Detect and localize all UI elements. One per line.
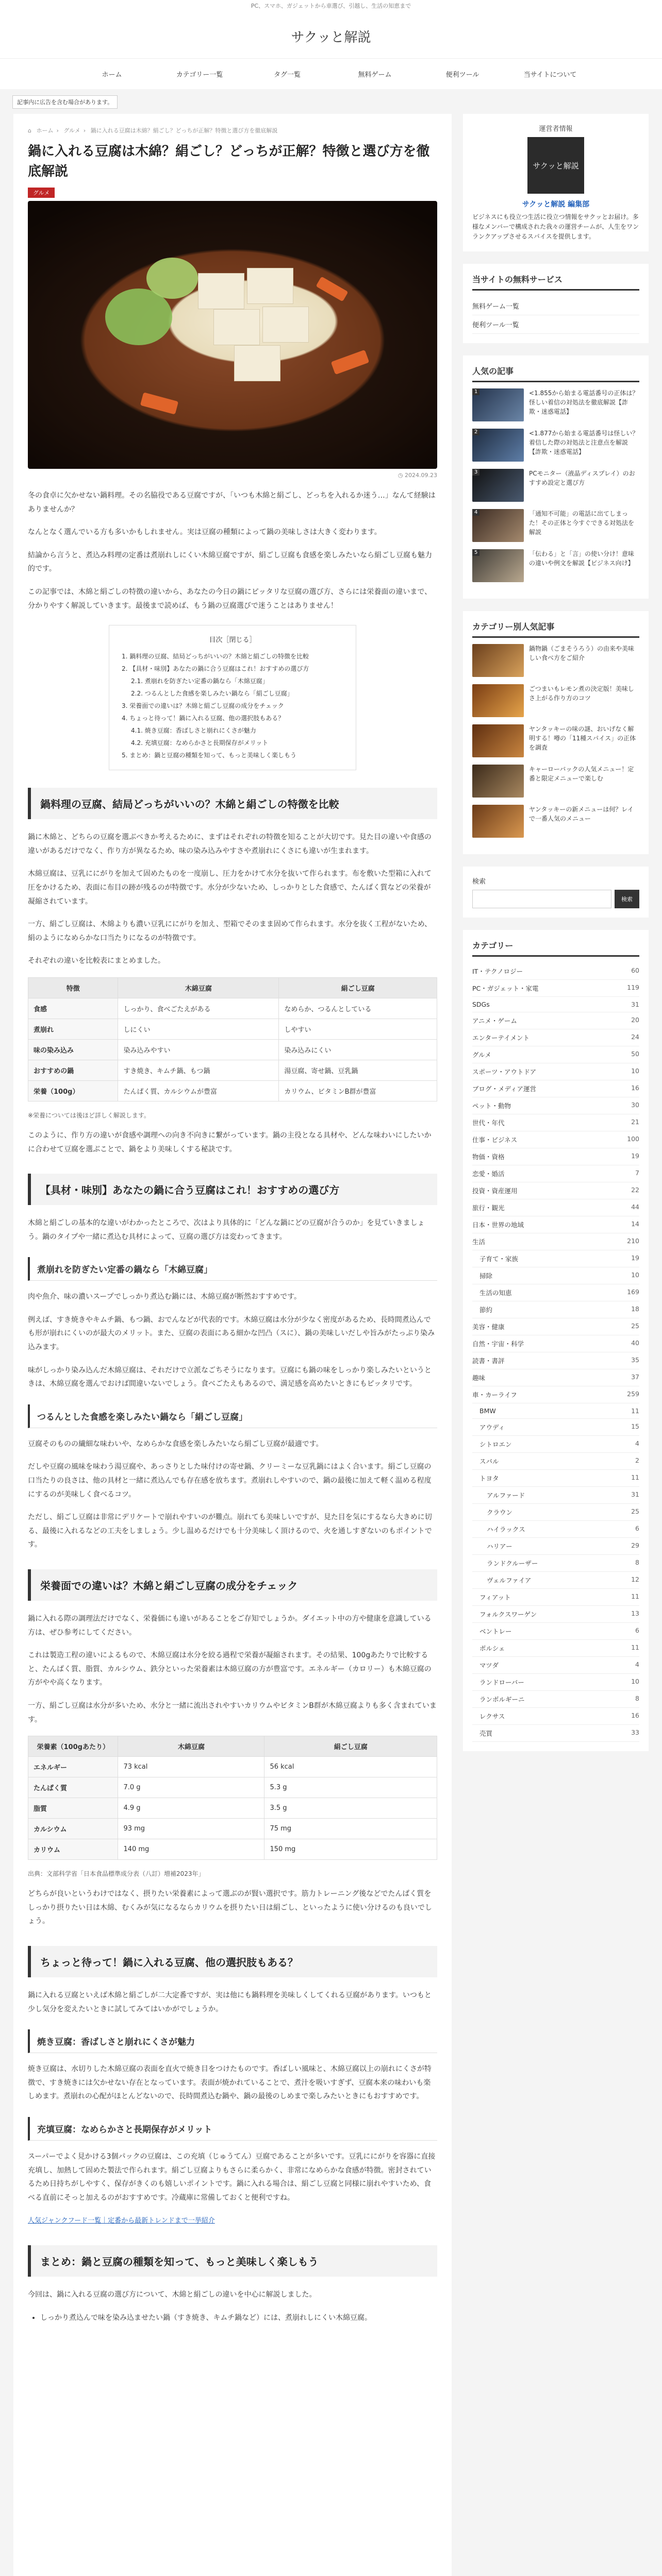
paragraph: だしや豆腐の風味を味わう湯豆腐や、あっさりとした味付けの寄せ鍋、クリーミーな豆乳鍋にはよく合います。絹ごし豆腐の口当たりの良さは、他の具材と一緒に煮込んでも存在感を放ちます。煮崩れしやすいので、鍋の最後に加えて軽く温める程度にするのが美味しく食べるコツ。	[28, 1463, 432, 1499]
article-thumbnail	[472, 805, 524, 838]
popular-article[interactable]	[472, 549, 639, 582]
category-name: 自然・宇宙・科学	[472, 1340, 524, 1348]
nav-about[interactable]: 当サイトについて	[523, 71, 577, 79]
category-name: 物価・資格	[472, 1153, 505, 1161]
nav-categories[interactable]: カテゴリー一覧	[176, 71, 223, 79]
category-item[interactable]	[472, 1470, 639, 1487]
category-item[interactable]	[472, 997, 639, 1012]
intro-paragraph: なんとなく選んでいる方も多いかもしれません。実は豆腐の種類によって鍋の美味しさは大きく変わります。	[28, 528, 382, 537]
paragraph: 味がしっかり染み込んだ木綿豆腐は、それだけで立派なごちそうになります。豆腐にも鍋の味をしっかり楽しみたいというときは、木綿豆腐を選んでおけば間違いないでしょう。食べごたえもあるので、満足感を高めたいときにもピッタリです。	[28, 1366, 432, 1388]
toc-item[interactable]: 4.1. 焼き豆腐：香ばしさと崩れにくさが魅力	[131, 727, 256, 735]
category-item[interactable]	[472, 1691, 639, 1708]
category-count: 22	[631, 1185, 639, 1194]
category-item[interactable]	[472, 1182, 639, 1199]
category-item[interactable]	[472, 1063, 639, 1080]
nav-tags[interactable]: タグ一覧	[273, 71, 301, 79]
paragraph: スーパーでよく見かける3個パックの豆腐は、この充填（じゅうてん）豆腐であることが多いです。豆乳ににがりを容器に直接充填し、加熱して固めた製法で作られます。絹ごし豆腐よりもさらに柔らかく、非常になめらかな食感が特徴。密封されているため日持ちがしやすく、保存がきくのも嬉しいポイントです。鍋に入れる場合は、絹ごし豆腐と同様に崩れやすいため、食べる直前にそっと加えるのがおすすめです。冷蔵庫に常備しておくと便利ですね。	[28, 2152, 436, 2202]
toc-title[interactable]: 目次［閉じる］	[209, 636, 256, 645]
toc-item[interactable]: 2.2. つるんとした食感を楽しみたい鍋なら「絹ごし豆腐」	[131, 690, 293, 698]
category-name: 趣味	[472, 1374, 486, 1382]
category-name: 節約	[479, 1306, 493, 1314]
category-name: SDGs	[472, 1000, 490, 1008]
toc-item[interactable]: 1. 鍋料理の豆腐、結局どっちがいいの？木綿と絹ごしの特徴を比較	[122, 653, 309, 660]
paragraph: 一方、絹ごし豆腐は、木綿よりも濃い豆乳ににがりを加え、型箱でそのまま固めて作られます。水分を抜く工程がないため、絹のようになめらかな口当たりになるのが特徴です。	[28, 920, 432, 942]
category-name: フィアット	[479, 1593, 511, 1601]
section-heading: まとめ：鍋と豆腐の種類を知って、もっと美味しく楽しもう	[28, 2245, 437, 2277]
widget-title: 当サイトの無料サービス	[472, 273, 639, 291]
subsection-heading: つるんとした食感を楽しみたい鍋なら「絹ごし豆腐」	[28, 1404, 437, 1428]
profile-name[interactable]: サクッと解説 編集部	[522, 200, 590, 209]
toc-item[interactable]: 2. 【具材・味別】あなたの鍋に合う豆腐はこれ！おすすめの選び方	[122, 665, 309, 673]
search-label: 検索	[472, 877, 486, 886]
category-count: 11	[631, 1643, 639, 1651]
category-count: 11	[631, 1406, 639, 1415]
avatar	[527, 137, 584, 194]
category-count: 119	[627, 983, 639, 991]
category-name: マツダ	[479, 1661, 499, 1669]
category-item[interactable]	[472, 1352, 639, 1369]
category-name: シトロエン	[479, 1440, 512, 1448]
category-count: 16	[631, 1711, 639, 1719]
widget-title: 人気の記事	[472, 365, 639, 382]
category-item[interactable]	[472, 1623, 639, 1640]
article-title: 鍋物鍋（ごまそうろう）の由来や美味しい食べ方をご紹介	[529, 645, 635, 662]
table-header: 特徴	[28, 977, 118, 998]
article-thumbnail: 3	[472, 469, 524, 502]
related-article-link[interactable]: 人気ジャンクフード一覧｜定番から最新トレンドまで一挙紹介	[28, 2217, 215, 2225]
category-name: ランドクルーザー	[487, 1559, 538, 1567]
category-count: 210	[627, 1236, 639, 1245]
table-note: ※栄養については後ほど詳しく解説します。	[28, 1111, 150, 1119]
category-name: 世代・年代	[472, 1118, 505, 1127]
category-count: 11	[631, 1473, 639, 1481]
category-name: エンターテイメント	[472, 1033, 530, 1042]
category-name: 売買	[479, 1729, 493, 1737]
nutrition-table	[28, 1736, 437, 1860]
profile-title: 運営者情報	[539, 125, 573, 133]
section-heading: 鍋料理の豆腐、結局どっちがいいの？木綿と絹ごしの特徴を比較	[28, 788, 437, 819]
breadcrumb-category[interactable]: グルメ	[63, 127, 80, 134]
category-item[interactable]	[472, 1640, 639, 1657]
paragraph: 木綿と絹ごしの基本的な違いがわかったところで、次はより具体的に「どんな鍋にどの豆腐が合うのか」を見ていきましょう。鍋のタイプや一緒に煮込む具材によって、豆腐の選び方は変わってきます。	[28, 1219, 425, 1241]
category-popular-widget	[463, 611, 649, 854]
category-count: 19	[631, 1151, 639, 1160]
article-title: ごつまいもレモン煮の決定版！美味しさ上がる作り方のコツ	[529, 685, 634, 702]
toc-item[interactable]: 5. まとめ：鍋と豆腐の種類を知って、もっと美味しく楽しもう	[122, 752, 297, 759]
global-nav	[0, 58, 662, 89]
category-count: 25	[631, 1507, 639, 1515]
category-item[interactable]	[472, 1538, 639, 1555]
category-item[interactable]	[472, 1233, 639, 1250]
category-name: BMW	[479, 1406, 496, 1415]
category-count: 37	[631, 1372, 639, 1381]
toc-item[interactable]: 3. 栄養面での違いは？木綿と絹ごし豆腐の成分をチェック	[122, 702, 284, 710]
category-name: PC・ガジェット・家電	[472, 984, 539, 992]
category-name: 日本・世界の地域	[472, 1221, 524, 1229]
list-item: • しっかり煮込んで味を染み込ませたい鍋（すき焼き、キムチ鍋など）には、煮崩れしにくい木綿豆腐。	[40, 2311, 437, 2325]
category-count: 2	[635, 1456, 639, 1464]
category-badge[interactable]: グルメ	[28, 188, 55, 198]
category-name: アニメ・ゲーム	[472, 1016, 517, 1025]
category-item[interactable]	[472, 1301, 639, 1318]
table-of-contents	[109, 625, 356, 770]
category-item[interactable]	[472, 1318, 639, 1335]
category-name: 生活	[472, 1238, 486, 1246]
categories-widget	[463, 930, 649, 1751]
category-count: 6	[635, 1524, 639, 1532]
top-tagline-bar	[0, 0, 662, 12]
table-source: 出典：文部科学省「日本食品標準成分表（八訂）増補2023年」	[28, 1870, 205, 1878]
category-item[interactable]	[472, 1114, 639, 1131]
category-article[interactable]	[472, 724, 639, 757]
category-item[interactable]	[472, 1572, 639, 1589]
category-count: 8	[635, 1558, 639, 1566]
category-item[interactable]	[472, 963, 639, 980]
article-title: <1.855から始まる電話番号の正体は？怪しい着信の対処法を徹底解説【詐欺・迷惑電話】	[529, 389, 639, 415]
category-name: 恋愛・婚活	[472, 1170, 505, 1178]
category-count: 31	[631, 1000, 639, 1008]
article-main	[13, 114, 452, 2576]
table-row: たんぱく質 7.0 g 5.3 g	[28, 1777, 437, 1798]
article-thumbnail	[472, 684, 524, 717]
category-name: フォルクスワーゲン	[479, 1610, 537, 1618]
table-header: 木綿豆腐	[118, 977, 279, 998]
category-item[interactable]	[472, 1419, 639, 1436]
widget-title: カテゴリー別人気記事	[472, 620, 639, 638]
category-name: 投資・資産運用	[472, 1187, 518, 1195]
section-heading: ちょっと待って！鍋に入れる豆腐、他の選択肢もある？	[28, 1946, 437, 1977]
category-count: 44	[631, 1202, 639, 1211]
article-title: ヤンタッキーの味の謎、おいげなく解明する！噂の「11種スパイス」の正体を調査	[529, 725, 636, 751]
category-count: 10	[631, 1677, 639, 1685]
category-item[interactable]	[472, 1046, 639, 1063]
ad-notice	[12, 95, 650, 109]
category-name: スバル	[479, 1457, 499, 1465]
publish-date	[28, 472, 437, 479]
paragraph: 肉や魚介、味の濃いスープでしっかり煮込む鍋には、木綿豆腐が断然おすすめです。	[28, 1293, 302, 1301]
widget-title: カテゴリー	[472, 939, 639, 957]
service-link-tools[interactable]: 便利ツール一覧	[472, 315, 639, 334]
category-count: 169	[627, 1287, 639, 1296]
nav-free-games[interactable]: 無料ゲーム	[358, 71, 392, 79]
category-name: ランボルギーニ	[479, 1695, 525, 1703]
category-count: 29	[631, 1541, 639, 1549]
comparison-table	[28, 977, 437, 1101]
table-row: 食感 しっかり、食べごたえがある なめらか、つるんとしている	[28, 998, 437, 1019]
category-count: 11	[631, 1592, 639, 1600]
search-widget	[463, 867, 649, 918]
toc-item[interactable]: 2.1. 煮崩れを防ぎたい定番の鍋なら「木綿豆腐」	[131, 677, 269, 685]
profile-desc: ビジネスにも役立つ生活に役立つ情報をサクッとお届け。多様なメンバーで構成された我々の運営チームが、人生をワンランクアップさせるスパイスを提供します。	[472, 213, 639, 241]
summary-list	[28, 2311, 437, 2325]
category-count: 16	[631, 1083, 639, 1092]
category-name: スポーツ・アウトドア	[472, 1067, 537, 1076]
table-row: エネルギー 73 kcal 56 kcal	[28, 1757, 437, 1777]
paragraph: 木綿豆腐は、豆乳ににがりを加えて固めたものを一度崩し、圧力をかけて水分を抜いて作られます。布を敷いた型箱に入れて圧をかけるため、表面に布目の跡が残るのが特徴です。水分が少ないため、しっかりとした食感で、たんぱく質などの栄養が凝縮されています。	[28, 870, 432, 906]
category-item[interactable]	[472, 1012, 639, 1029]
category-item[interactable]	[472, 1555, 639, 1572]
category-name: ペット・動物	[472, 1101, 511, 1110]
article-thumbnail	[472, 644, 524, 677]
category-name: アウディ	[479, 1423, 505, 1431]
category-count: 35	[631, 1355, 639, 1364]
category-item[interactable]	[472, 1284, 639, 1301]
category-item[interactable]	[472, 1589, 639, 1606]
table-row: カリウム 140 mg 150 mg	[28, 1839, 437, 1860]
category-count: 8	[635, 1694, 639, 1702]
category-count: 24	[631, 1032, 639, 1041]
section-heading: 栄養面での違いは？木綿と絹ごし豆腐の成分をチェック	[28, 1569, 437, 1601]
category-name: ヴェルファイア	[487, 1576, 532, 1584]
article-thumbnail: 4	[472, 509, 524, 542]
intro-paragraph: 冬の食卓に欠かせない鍋料理。その名脇役である豆腐ですが、「いつも木綿と絹ごし、どっちを入れるか迷う…」なんて経験はありませんか？	[28, 492, 436, 514]
article-thumbnail: 5	[472, 549, 524, 582]
popular-article[interactable]	[472, 388, 639, 421]
nav-tools[interactable]: 便利ツール	[445, 71, 479, 79]
category-article[interactable]	[472, 684, 639, 717]
category-article[interactable]	[472, 805, 639, 838]
category-name: グルメ	[472, 1050, 491, 1059]
category-name: トヨタ	[479, 1474, 499, 1482]
paragraph: それぞれの違いを比較表にまとめました。	[28, 957, 165, 965]
category-name: 仕事・ビジネス	[472, 1136, 518, 1144]
table-row: 味の染み込み 染み込みやすい 染み込みにくい	[28, 1039, 437, 1060]
category-count: 12	[631, 1575, 639, 1583]
popular-article[interactable]	[472, 509, 639, 542]
category-count: 4	[635, 1660, 639, 1668]
breadcrumb: ⌂ ホーム › グルメ › 鍋に入れる豆腐は木綿？絹ごし？どっちが正解？特徴と選び方を徹底解説	[28, 127, 278, 134]
profile-widget	[463, 114, 649, 251]
table-header: 絹ごし豆腐	[279, 977, 437, 998]
category-count: 10	[631, 1270, 639, 1279]
intro-paragraph: この記事では、木綿と絹ごしの特徴の違いから、あなたの今日の鍋にピッタリな豆腐の選び方、さらには栄養面の違いまで、分かりやすく解説していきます。最後まで読めば、もう鍋の豆腐選びで迷うことはありません！	[28, 587, 432, 610]
category-name: ハイラックス	[487, 1525, 525, 1533]
category-count: 6	[635, 1626, 639, 1634]
paragraph: 一方、絹ごし豆腐は水分が多いため、水分と一緒に流出されやすいカリウムやビタミンB群が木綿豆腐よりも多く含まれています。	[28, 1701, 437, 1724]
table-row: 脂質 4.9 g 3.5 g	[28, 1798, 437, 1819]
table-header: 栄養素（100gあたり）	[28, 1736, 118, 1757]
paragraph: これは製造工程の違いによるもので、木綿豆腐は水分を絞る過程で栄養が凝縮されます。その結果、100gあたりで比較すると、たんぱく質、脂質、カルシウム、鉄分といった栄養素は木綿豆腐の方が豊富です。エネルギー（カロリー）も木綿豆腐の方がやや高くなります。	[28, 1651, 432, 1687]
category-count: 4	[635, 1439, 639, 1447]
category-count: 7	[635, 1168, 639, 1177]
search-input[interactable]	[472, 890, 611, 908]
article-title: 「伝わる」と「言」の使い分け！意味の違いや例文を解説【ビジネス向け】	[529, 550, 635, 567]
category-article[interactable]	[472, 765, 639, 798]
ad-notice-text: 記事内に広告を含む場合があります。	[12, 95, 118, 109]
article-thumbnail	[472, 724, 524, 757]
table-row: おすすめの鍋 すき焼き、キムチ鍋、もつ鍋 湯豆腐、寄せ鍋、豆乳鍋	[28, 1060, 437, 1080]
category-name: 掃除	[479, 1272, 493, 1280]
category-item[interactable]	[472, 1487, 639, 1504]
site-header	[0, 12, 662, 58]
table-row: 煮崩れ しにくい しやすい	[28, 1019, 437, 1039]
category-item[interactable]	[472, 1216, 639, 1233]
category-item[interactable]	[472, 1080, 639, 1097]
category-item[interactable]	[472, 1165, 639, 1182]
category-count: 13	[631, 1609, 639, 1617]
hero-image-hotpot	[28, 201, 437, 469]
page-title: 鍋に入れる豆腐は木綿？絹ごし？どっちが正解？特徴と選び方を徹底解説	[28, 144, 430, 179]
category-item[interactable]	[472, 1335, 639, 1352]
category-item[interactable]	[472, 1148, 639, 1165]
category-name: IT・テクノロジー	[472, 967, 523, 975]
category-name: ハリアー	[487, 1542, 512, 1550]
category-name: 車・カーライフ	[472, 1391, 517, 1399]
category-item[interactable]	[472, 1708, 639, 1725]
category-item[interactable]	[472, 1386, 639, 1403]
category-item[interactable]	[472, 1250, 639, 1267]
subsection-heading: 焼き豆腐：香ばしさと崩れにくさが魅力	[28, 2029, 437, 2053]
table-row: 栄養（100g） たんぱく質、カルシウムが豊富 カリウム、ビタミンB群が豊富	[28, 1080, 437, 1101]
paragraph: ただし、絹ごし豆腐は非常にデリケートで崩れやすいのが難点。崩れても美味しいですが、見た目を気にするなら大きめに切る、最後に入れるなどの工夫をしましょう。少し温めるだけでも十分美味しく頂けるので、火を通しすぎないのもポイントです。	[28, 1513, 432, 1549]
category-name: 旅行・観光	[472, 1204, 505, 1212]
tagline: PC、スマホ、ガジェットから車選び、引越し、生活の知恵まで	[251, 3, 411, 9]
article-thumbnail	[472, 765, 524, 798]
site-title[interactable]: サクッと解説	[291, 30, 371, 45]
clock-icon: ◷	[398, 472, 405, 479]
category-count: 25	[631, 1321, 639, 1330]
category-count: 21	[631, 1117, 639, 1126]
category-name: ベントレー	[479, 1627, 512, 1635]
paragraph: 鍋に入れる際の調理法だけでなく、栄養価にも違いがあることをご存知でしょうか。ダイエット中の方や健康を意識している方は、ぜひ参考にしてください。	[28, 1615, 432, 1637]
category-item[interactable]	[472, 1267, 639, 1284]
breadcrumb-current: 鍋に入れる豆腐は木綿？絹ごし？どっちが正解？特徴と選び方を徹底解説	[90, 127, 278, 134]
avatar-text: サクッと解説	[533, 161, 579, 171]
category-item[interactable]	[472, 1504, 639, 1521]
category-name: 読書・書評	[472, 1357, 505, 1365]
category-item[interactable]	[472, 1199, 639, 1216]
category-count: 100	[627, 1134, 639, 1143]
search-button[interactable]: 検索	[615, 890, 639, 908]
category-count: 50	[631, 1049, 639, 1058]
category-item[interactable]	[472, 1606, 639, 1623]
paragraph: どちらが良いというわけではなく、摂りたい栄養素によって選ぶのが賢い選択です。筋力トレーニング後などでたんぱく質をしっかり摂りたい日は木綿、むくみが気になるならカリウムを摂りたい日は絹ごし、といったように使い分けるのも良いでしょう。	[28, 1890, 432, 1926]
category-item[interactable]	[472, 1453, 639, 1470]
category-count: 20	[631, 1015, 639, 1024]
category-name: 生活の知恵	[479, 1289, 512, 1297]
category-item[interactable]	[472, 1097, 639, 1114]
category-item[interactable]	[472, 1521, 639, 1538]
category-count: 33	[631, 1728, 639, 1736]
breadcrumb-home[interactable]: ホーム	[36, 127, 54, 134]
table-header: 木綿豆腐	[118, 1736, 264, 1757]
category-name: 美容・健康	[472, 1323, 505, 1331]
toc-item[interactable]: 4.2. 充填豆腐：なめらかさと長期保存がメリット	[131, 739, 269, 747]
category-count: 10	[631, 1066, 639, 1075]
article-title: PCモニター（液晶ディスプレイ）のおすすめ設定と選び方	[529, 469, 635, 486]
category-name: ブログ・メディア運営	[472, 1084, 537, 1093]
article-title: <1.877から始まる電話番号は怪しい？着信した際の対処法と注意点を解説【詐欺・迷惑電話】	[529, 429, 639, 455]
article-title: 「通知不可能」の電話に出てしまった！その正体と今すぐできる対処法を解説	[529, 510, 635, 536]
category-item[interactable]	[472, 1029, 639, 1046]
services-widget	[463, 264, 649, 343]
category-count: 31	[631, 1490, 639, 1498]
publish-date-value: 2024.09.23	[405, 472, 437, 479]
category-item[interactable]	[472, 1131, 639, 1148]
category-name: クラウン	[487, 1508, 513, 1516]
category-count: 15	[631, 1422, 639, 1430]
popular-article[interactable]	[472, 469, 639, 502]
category-count: 18	[631, 1304, 639, 1313]
category-count: 259	[627, 1389, 639, 1398]
paragraph: 今回は、鍋に入れる豆腐の選び方について、木綿と絹ごしの違いを中心に解説しました。	[28, 2290, 317, 2299]
paragraph: 例えば、すき焼きやキムチ鍋、もつ鍋、おでんなどが代表的です。木綿豆腐は水分が少なく密度があるため、長時間煮込んでも形が崩れにくいのが最大のメリット。また、豆腐の表面にある細かな凹凸（スに）、鍋の美味しいだしや旨みがたっぷり染み込みます。	[28, 1315, 435, 1352]
category-name: 子育て・家族	[479, 1255, 519, 1263]
paragraph: 焼き豆腐は、水切りした木綿豆腐の表面を直火で焼き目をつけたものです。香ばしい風味と、木綿豆腐以上の崩れにくさが特徴で、すき焼きには欠かせない存在となっています。表面が焼かれていることで、煮汁を吸いすぎず、豆腐本来の味わいも楽しめます。煮崩れの心配がほとんどないので、長時間煮込む鍋や、鍋の最後のしめまで楽しみたいときにもおすすめです。	[28, 2065, 432, 2101]
article-title: ヤンタッキーの新メニューは何？レイで一番人気のメニュー	[529, 805, 634, 822]
home-icon: ⌂	[28, 127, 31, 134]
category-name: ポルシェ	[479, 1644, 505, 1652]
category-item[interactable]	[472, 1674, 639, 1691]
paragraph: 鍋に入れる豆腐といえば木綿と絹ごしが二大定番ですが、実は他にも鍋料理を美味しくしてくれる豆腐があります。いつもと少し気分を変えたいときに試してみてはいかがでしょうか。	[28, 1991, 432, 2013]
paragraph: 豆腐そのものの繊細な味わいや、なめらかな食感を楽しみたいなら絹ごし豆腐が最適です。	[28, 1439, 323, 1448]
subsection-heading: 充填豆腐：なめらかさと長期保存がメリット	[28, 2117, 437, 2141]
category-name: ランドローバー	[479, 1678, 524, 1686]
article-title: キャーローバックの人気メニュー！定番と限定メニューで楽しむ	[529, 765, 634, 782]
category-item[interactable]	[472, 1369, 639, 1386]
category-count: 40	[631, 1338, 639, 1347]
category-name: アルファード	[487, 1491, 525, 1499]
paragraph: 鍋に木綿と、どちらの豆腐を選ぶべきか考えるために、まずはそれぞれの特徴を知ることが大切です。見た目の違いや食感の違いがあるだけでなく、作り方が異なるため、味の染み込みやすさや煮崩れにくさにも違いが生まれます。	[28, 833, 432, 855]
intro-paragraph: 結論から言うと、煮込み料理の定番は煮崩れしにくい木綿豆腐ですが、絹ごし豆腐も食感を楽しみたいなら絹ごし豆腐も魅力的です。	[28, 551, 432, 573]
nav-home[interactable]: ホーム	[102, 71, 122, 79]
article-thumbnail: 2	[472, 429, 524, 462]
popular-article[interactable]	[472, 429, 639, 462]
category-item[interactable]	[472, 1657, 639, 1674]
category-item[interactable]	[472, 1436, 639, 1453]
section-heading: 【具材・味別】あなたの鍋に合う豆腐はこれ！おすすめの選び方	[28, 1174, 437, 1205]
service-link-games[interactable]: 無料ゲーム一覧	[472, 297, 639, 315]
category-count: 14	[631, 1219, 639, 1228]
category-count: 60	[631, 966, 639, 974]
category-item[interactable]	[472, 1403, 639, 1419]
subsection-heading: 煮崩れを防ぎたい定番の鍋なら「木綿豆腐」	[28, 1257, 437, 1281]
category-item[interactable]	[472, 980, 639, 997]
sidebar	[463, 114, 649, 2576]
category-item[interactable]	[472, 1725, 639, 1742]
category-name: レクサス	[479, 1712, 505, 1720]
paragraph: このように、作り方の違いが食感や調理への向き不向きに繋がっています。鍋の主役となる具材や、どんな味わいにしたいかに合わせて豆腐を選ぶことで、鍋をより美味しくする秘訣です。	[28, 1131, 432, 1154]
table-row: カルシウム 93 mg 75 mg	[28, 1819, 437, 1839]
article-thumbnail: 1	[472, 388, 524, 421]
category-count: 30	[631, 1100, 639, 1109]
category-count: 19	[631, 1253, 639, 1262]
category-article[interactable]	[472, 644, 639, 677]
popular-widget	[463, 355, 649, 599]
table-header: 絹ごし豆腐	[264, 1736, 437, 1757]
toc-item[interactable]: 4. ちょっと待って！鍋に入れる豆腐、他の選択肢もある？	[122, 715, 285, 722]
